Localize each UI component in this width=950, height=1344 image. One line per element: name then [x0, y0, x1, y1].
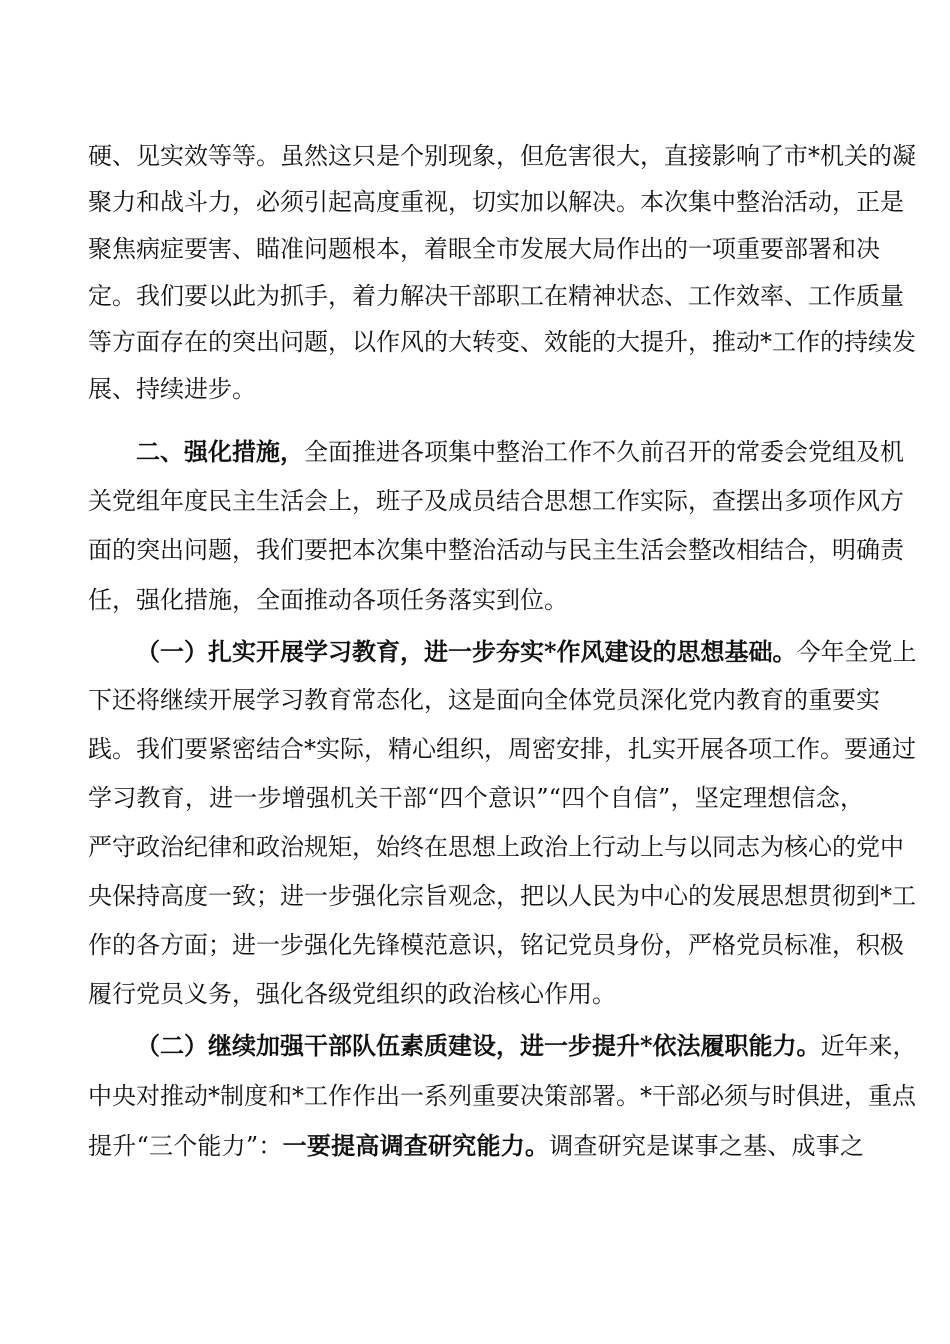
paragraph-3-line-7: 作的各方面；进一步强化先锋模范意识，铭记党员身份，严格党员标准，积极	[88, 931, 904, 959]
paragraph-4-line-3-start: 提升“三个能力”：	[88, 1132, 283, 1160]
paragraph-3-line-5: 严守政治纪律和政治规矩，始终在思想上政治上行动上与以同志为核心的党中	[88, 833, 904, 861]
paragraph-1-line-2: 聚力和战斗力，必须引起高度重视，切实加以解决。本次集中整治活动，正是	[88, 188, 904, 216]
ability-1-heading: 一要提高调查研究能力。	[282, 1131, 550, 1160]
paragraph-1-line-5: 等方面存在的突出问题，以作风的大转变、效能的大提升，推动*工作的持续发	[88, 328, 916, 356]
paragraph-4-line-1-text: 近年来，	[820, 1032, 917, 1060]
paragraph-3-line-4: 学习教育，进一步增强机关干部“四个意识”“四个自信”，坚定理想信念，	[88, 784, 864, 812]
paragraph-1-line-1: 硬、见实效等等。虽然这只是个别现象，但危害很大，直接影响了市*机关的凝	[88, 142, 916, 170]
paragraph-4-line-3	[88, 1126, 864, 1166]
subsection-1-heading: （一）扎实开展学习教育，进一步夯实*作风建设的思想基础。	[136, 637, 797, 666]
section-2-heading: 二、强化措施，	[136, 437, 304, 466]
paragraph-4-line-1	[136, 1026, 917, 1066]
paragraph-3-line-2: 下还将继续开展学习教育常态化，这是面向全体党员深化党内教育的重要实	[88, 686, 880, 714]
paragraph-4-line-2: 中央对推动*制度和*工作作出一系列重要决策部署。*干部必须与时俱进，重点	[88, 1082, 916, 1110]
paragraph-2-line-1	[136, 432, 904, 472]
paragraph-2-line-3: 面的突出问题，我们要把本次集中整治活动与民主生活会整改相结合，明确责	[88, 536, 904, 564]
paragraph-1-line-6: 展、持续进步。	[88, 375, 256, 403]
paragraph-3-line-1-text: 今年全党上	[796, 638, 917, 666]
paragraph-1-line-3: 聚焦病症要害、瞄准问题根本，着眼全市发展大局作出的一项重要部署和决	[88, 235, 880, 263]
paragraph-3-line-6: 央保持高度一致；进一步强化宗旨观念，把以人民为中心的发展思想贯彻到*工	[88, 882, 916, 910]
paragraph-2-line-1-text: 全面推进各项集中整治工作不久前召开的常委会党组及机	[304, 438, 904, 466]
paragraph-1-line-4: 定。我们要以此为抓手，着力解决干部职工在精神状态、工作效率、工作质量	[88, 282, 904, 310]
subsection-2-heading: （二）继续加强干部队伍素质建设，进一步提升*依法履职能力。	[136, 1031, 821, 1060]
paragraph-3-line-3: 践。我们要紧密结合*实际，精心组织，周密安排，扎实开展各项工作。要通过	[88, 735, 916, 763]
paragraph-4-line-3-end: 调查研究是谋事之基、成事之	[549, 1132, 864, 1160]
paragraph-2-line-4: 任，强化措施，全面推动各项任务落实到位。	[88, 586, 568, 614]
paragraph-2-line-2: 关党组年度民主生活会上，班子及成员结合思想工作实际，查摆出多项作风方	[88, 487, 904, 515]
paragraph-3-line-1	[136, 632, 917, 672]
paragraph-3-line-8: 履行党员义务，强化各级党组织的政治核心作用。	[88, 980, 616, 1008]
